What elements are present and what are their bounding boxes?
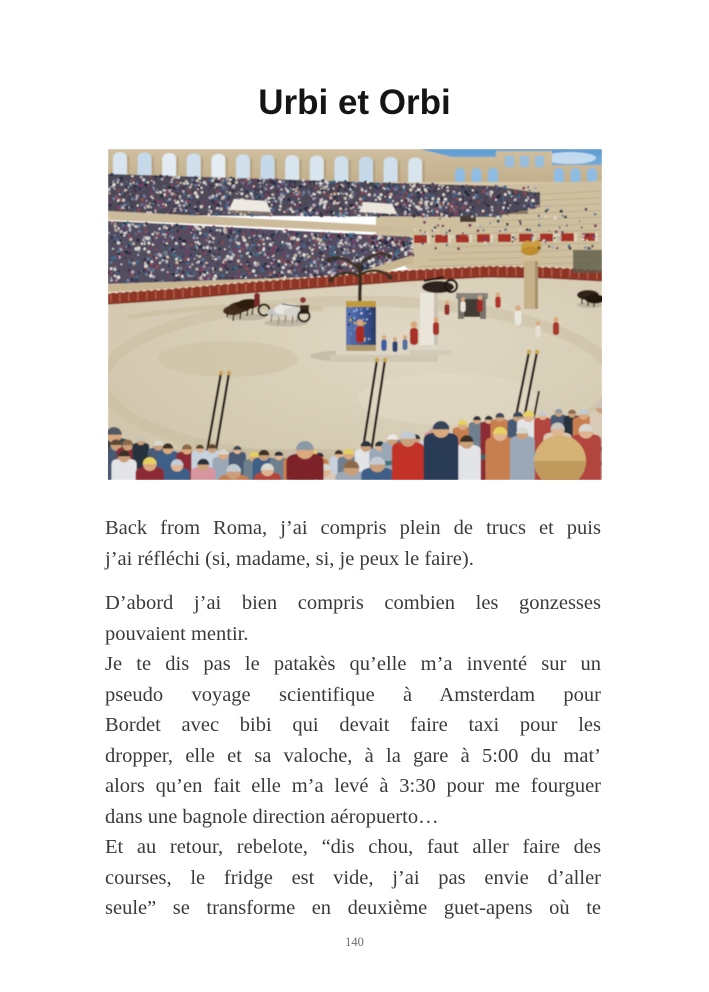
text-line: Et au retour, rebelote, “dis chou, faut aller faire des <box>105 836 601 858</box>
text-line: pseudo voyage scientifique à Amsterdam pour <box>105 683 601 706</box>
text-line: Bordet avec bibi qui devait faire taxi pour les <box>105 714 601 736</box>
text-line: pouvaient mentir. <box>105 622 249 645</box>
arena-photo-illustration <box>108 149 602 480</box>
arena-scene <box>108 149 602 480</box>
arena-photo <box>108 149 602 480</box>
paragraph <box>105 588 601 649</box>
page-number: 140 <box>345 935 364 949</box>
page-title: Urbi et Orbi <box>258 83 451 122</box>
text-line: courses, le fridge est vide, j’ai pas envie d’aller <box>105 866 601 889</box>
paragraph <box>105 513 601 574</box>
text-line: Back from Roma, j’ai compris plein de trucs et puis <box>105 517 601 539</box>
paragraph <box>105 832 601 924</box>
text-line: dans une bagnole direction aéropuerto… <box>105 805 439 828</box>
text-line: D’abord j’ai bien compris combien les gonzesses <box>105 592 601 614</box>
paragraph <box>105 649 601 832</box>
text-line: j’ai réfléchi (si, madame, si, je peux le faire). <box>105 547 474 570</box>
body-text <box>105 513 601 924</box>
text-line: dropper, elle et sa valoche, à la gare à 5:00 du mat’ <box>105 744 601 767</box>
text-line: seule” se transforme en deuxième guet-apens où te <box>105 897 601 919</box>
text-line: alors qu’en fait elle m’a levé à 3:30 pour me fourguer <box>105 775 601 797</box>
text-line: Je te dis pas le patakès qu’elle m’a inventé sur un <box>105 653 601 675</box>
